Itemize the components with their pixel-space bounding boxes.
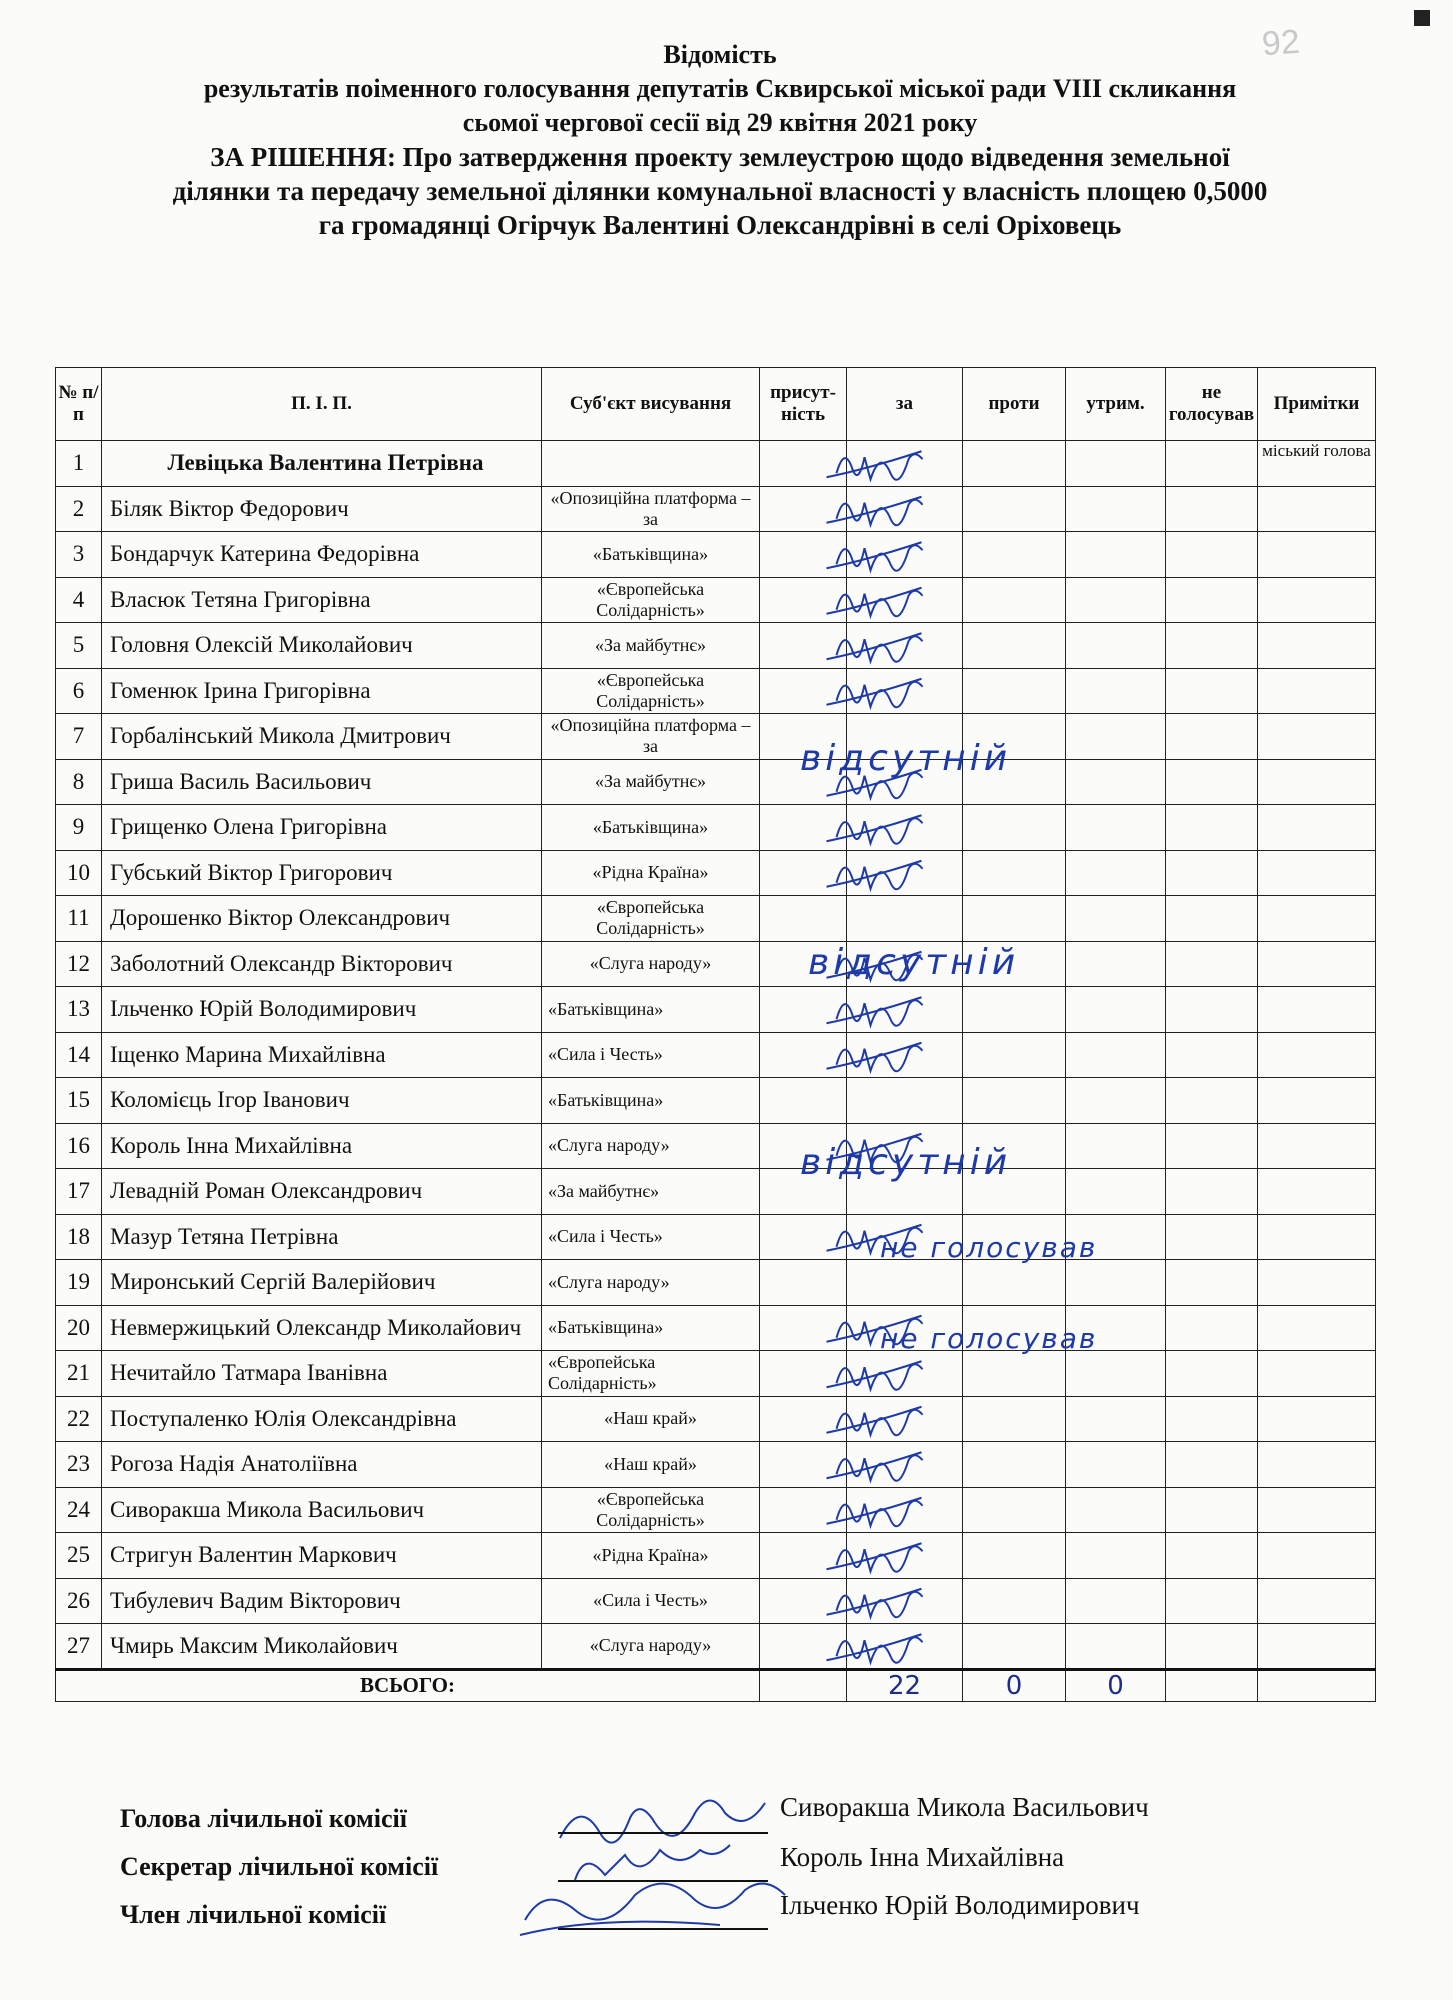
- row-abstain: [1066, 850, 1166, 896]
- row-against: [963, 1487, 1066, 1533]
- row-note: [1258, 1487, 1376, 1533]
- row-party: «Опозиційна платформа – за: [542, 714, 760, 760]
- row-note: [1258, 941, 1376, 987]
- row-abstain: [1066, 1396, 1166, 1442]
- table-row: [56, 441, 1376, 487]
- row-num: 21: [56, 1351, 102, 1397]
- row-party: «Слуга народу»: [542, 1260, 760, 1306]
- row-num: 10: [56, 850, 102, 896]
- row-presence: [760, 1533, 847, 1579]
- table-row: [56, 1214, 1376, 1260]
- row-abstain: [1066, 1624, 1166, 1670]
- row-presence: [760, 1487, 847, 1533]
- total-against: 0: [963, 1669, 1066, 1701]
- row-num: 9: [56, 805, 102, 851]
- decision-line-2: ділянки та передачу земельної ділянки комунальної власності у власність площею 0,5000: [172, 176, 1268, 206]
- member-role: Член лічильної комісії: [120, 1900, 387, 1929]
- table-row: [56, 623, 1376, 669]
- row-num: 16: [56, 1123, 102, 1169]
- row-against: [963, 1442, 1066, 1488]
- row-for: [847, 850, 963, 896]
- row-name: Миронський Сергій Валерійович: [102, 1260, 542, 1306]
- row-party: «Рідна Країна»: [542, 1533, 760, 1579]
- row-num: 7: [56, 714, 102, 760]
- header-num: № п/п: [56, 368, 102, 441]
- row-party: «Європейська Солідарність»: [542, 668, 760, 714]
- row-not-voted: [1166, 532, 1258, 578]
- row-note: [1258, 805, 1376, 851]
- row-num: 20: [56, 1305, 102, 1351]
- row-against: [963, 1351, 1066, 1397]
- table-header-row: [56, 368, 1376, 441]
- row-party: «Європейська Солідарність»: [542, 896, 760, 942]
- row-abstain: [1066, 1123, 1166, 1169]
- row-note: [1258, 532, 1376, 578]
- row-presence: [760, 1578, 847, 1624]
- table-row: [56, 1351, 1376, 1397]
- row-for: [847, 896, 963, 942]
- row-against: [963, 1396, 1066, 1442]
- row-not-voted: [1166, 1169, 1258, 1215]
- row-note: [1258, 987, 1376, 1033]
- row-party: «Наш край»: [542, 1442, 760, 1488]
- row-not-voted: [1166, 759, 1258, 805]
- row-for: [847, 1078, 963, 1124]
- row-note: [1258, 1396, 1376, 1442]
- session-date: сьомої чергової сесії від 29 квітня 2021 року: [462, 108, 978, 137]
- row-party: «Сила і Честь»: [542, 1578, 760, 1624]
- row-abstain: [1066, 1169, 1166, 1215]
- row-abstain: [1066, 668, 1166, 714]
- row-note: [1258, 623, 1376, 669]
- row-num: 14: [56, 1032, 102, 1078]
- row-num: 2: [56, 486, 102, 532]
- row-abstain: [1066, 1578, 1166, 1624]
- table-row: [56, 714, 1376, 760]
- secretary-signature-line: [558, 1880, 768, 1882]
- row-presence: [760, 668, 847, 714]
- row-name: Поступаленко Юлія Олександрівна: [102, 1396, 542, 1442]
- row-presence: [760, 1305, 847, 1351]
- table-row: [56, 941, 1376, 987]
- row-for: [847, 623, 963, 669]
- row-presence: [760, 1624, 847, 1670]
- total-not-voted: [1166, 1669, 1258, 1701]
- row-against: [963, 1533, 1066, 1579]
- table-row: [56, 1032, 1376, 1078]
- row-not-voted: [1166, 1624, 1258, 1670]
- row-not-voted: [1166, 1123, 1258, 1169]
- row-not-voted: [1166, 805, 1258, 851]
- row-name: Левіцька Валентина Петрівна: [102, 441, 542, 487]
- header-for: за: [847, 368, 963, 441]
- row-party: «Батьківщина»: [542, 532, 760, 578]
- row-num: 23: [56, 1442, 102, 1488]
- row-abstain: [1066, 714, 1166, 760]
- row-not-voted: [1166, 577, 1258, 623]
- table-row: [56, 896, 1376, 942]
- row-note: [1258, 668, 1376, 714]
- row-party: «Батьківщина»: [542, 987, 760, 1033]
- row-abstain: [1066, 1442, 1166, 1488]
- row-note: [1258, 896, 1376, 942]
- row-abstain: [1066, 623, 1166, 669]
- row-presence: [760, 1442, 847, 1488]
- row-name: Дорошенко Віктор Олександрович: [102, 896, 542, 942]
- secretary-role: Секретар лічильної комісії: [120, 1852, 439, 1881]
- row-num: 1: [56, 441, 102, 487]
- total-row: [56, 1669, 1376, 1701]
- total-abstain: 0: [1066, 1669, 1166, 1701]
- row-not-voted: [1166, 1305, 1258, 1351]
- row-note: [1258, 714, 1376, 760]
- secretary-signature: [575, 1845, 730, 1880]
- row-party: «Батьківщина»: [542, 1305, 760, 1351]
- row-for: [847, 1396, 963, 1442]
- table-row: [56, 1487, 1376, 1533]
- row-note: [1258, 1123, 1376, 1169]
- row-party: «Наш край»: [542, 1396, 760, 1442]
- row-not-voted: [1166, 668, 1258, 714]
- absent-note-15: відсутній: [800, 1142, 1012, 1183]
- row-not-voted: [1166, 623, 1258, 669]
- row-for: [847, 1032, 963, 1078]
- row-presence: [760, 1032, 847, 1078]
- chair-name: Сиворакша Микола Васильович: [780, 1792, 1149, 1822]
- row-name: Ільченко Юрій Володимирович: [102, 987, 542, 1033]
- row-num: 13: [56, 987, 102, 1033]
- row-presence: [760, 1214, 847, 1260]
- row-for: [847, 805, 963, 851]
- row-party: «Сила і Честь»: [542, 1214, 760, 1260]
- row-party: «Слуга народу»: [542, 941, 760, 987]
- row-name: Чмирь Максим Миколайович: [102, 1624, 542, 1670]
- row-presence: [760, 987, 847, 1033]
- row-presence: [760, 896, 847, 942]
- row-note: [1258, 759, 1376, 805]
- row-not-voted: [1166, 714, 1258, 760]
- row-abstain: [1066, 1487, 1166, 1533]
- row-not-voted: [1166, 1260, 1258, 1306]
- row-against: [963, 623, 1066, 669]
- row-note: [1258, 1442, 1376, 1488]
- row-party: «Європейська Солідарність»: [542, 1351, 760, 1397]
- table-row: [56, 668, 1376, 714]
- table-row: [56, 1578, 1376, 1624]
- row-note: [1258, 1032, 1376, 1078]
- row-against: [963, 441, 1066, 487]
- row-party: «За майбутнє»: [542, 1169, 760, 1215]
- total-for: 22: [847, 1669, 963, 1701]
- row-not-voted: [1166, 1442, 1258, 1488]
- table-row: [56, 1078, 1376, 1124]
- row-name: Біляк Віктор Федорович: [102, 486, 542, 532]
- row-against: [963, 850, 1066, 896]
- row-not-voted: [1166, 1214, 1258, 1260]
- row-abstain: [1066, 805, 1166, 851]
- row-party: «Рідна Країна»: [542, 850, 760, 896]
- row-num: 8: [56, 759, 102, 805]
- absent-note-7: відсутній: [800, 738, 1012, 779]
- row-party: «Батьківщина»: [542, 1078, 760, 1124]
- not-voted-note-19: не голосував: [880, 1322, 1098, 1355]
- row-against: [963, 532, 1066, 578]
- row-name: Коломієць Ігор Іванович: [102, 1078, 542, 1124]
- row-party: «Європейська Солідарність»: [542, 577, 760, 623]
- row-name: Заболотний Олександр Вікторович: [102, 941, 542, 987]
- member-name: Ільченко Юрій Володимирович: [780, 1890, 1140, 1920]
- table-row: [56, 987, 1376, 1033]
- member-signature-line: [558, 1928, 768, 1930]
- secretary-name: Король Інна Михайлівна: [780, 1842, 1065, 1872]
- row-for: [847, 1533, 963, 1579]
- row-note: [1258, 1305, 1376, 1351]
- row-for: [847, 1624, 963, 1670]
- row-for: [847, 1487, 963, 1533]
- row-against: [963, 805, 1066, 851]
- row-for: [847, 668, 963, 714]
- table-row: [56, 850, 1376, 896]
- votes-table: [55, 367, 1376, 1702]
- header-abstain: утрим.: [1066, 368, 1166, 441]
- row-name: Стригун Валентин Маркович: [102, 1533, 542, 1579]
- row-against: [963, 486, 1066, 532]
- row-note: [1258, 1169, 1376, 1215]
- row-num: 4: [56, 577, 102, 623]
- row-not-voted: [1166, 486, 1258, 532]
- row-num: 18: [56, 1214, 102, 1260]
- row-note: [1258, 1078, 1376, 1124]
- row-note: [1258, 1260, 1376, 1306]
- header-against: проти: [963, 368, 1066, 441]
- row-against: [963, 668, 1066, 714]
- row-for: [847, 1260, 963, 1306]
- row-presence: [760, 1078, 847, 1124]
- row-note: [1258, 486, 1376, 532]
- row-abstain: [1066, 1260, 1166, 1306]
- table-row: [56, 1305, 1376, 1351]
- row-name: Сиворакша Микола Васильович: [102, 1487, 542, 1533]
- row-party: «За майбутнє»: [542, 623, 760, 669]
- row-name: Гриша Василь Васильович: [102, 759, 542, 805]
- header-note: Примітки: [1258, 368, 1376, 441]
- row-name: Невмержицький Олександр Миколайович: [102, 1305, 542, 1351]
- row-abstain: [1066, 441, 1166, 487]
- row-name: Горбалінський Микола Дмитрович: [102, 714, 542, 760]
- row-against: [963, 1624, 1066, 1670]
- not-voted-note-17: не голосував: [880, 1231, 1098, 1264]
- table-row: [56, 1169, 1376, 1215]
- row-not-voted: [1166, 987, 1258, 1033]
- row-not-voted: [1166, 1578, 1258, 1624]
- row-against: [963, 1032, 1066, 1078]
- document-title: Відомість: [663, 40, 777, 69]
- table-row: [56, 1624, 1376, 1670]
- row-num: 11: [56, 896, 102, 942]
- row-presence: [760, 850, 847, 896]
- header-presence: присут-ність: [760, 368, 847, 441]
- row-note: [1258, 850, 1376, 896]
- row-not-voted: [1166, 896, 1258, 942]
- row-note: [1258, 1533, 1376, 1579]
- row-abstain: [1066, 577, 1166, 623]
- row-num: 3: [56, 532, 102, 578]
- table-row: [56, 1442, 1376, 1488]
- row-not-voted: [1166, 1078, 1258, 1124]
- commission-signatures: [520, 1801, 785, 1936]
- row-note: [1258, 1214, 1376, 1260]
- row-name: Бондарчук Катерина Федорівна: [102, 532, 542, 578]
- total-note: [1258, 1669, 1376, 1701]
- row-for: [847, 1442, 963, 1488]
- row-name: Іщенко Марина Михайлівна: [102, 1032, 542, 1078]
- row-name: Нечитайло Татмара Іванівна: [102, 1351, 542, 1397]
- header-party: Суб'єкт висування: [542, 368, 760, 441]
- table-row: [56, 486, 1376, 532]
- row-num: 6: [56, 668, 102, 714]
- table-row: [56, 1260, 1376, 1306]
- chair-signature-line: [558, 1832, 768, 1834]
- row-not-voted: [1166, 941, 1258, 987]
- row-name: Тибулевич Вадим Вікторович: [102, 1578, 542, 1624]
- row-for: [847, 577, 963, 623]
- row-party: «Батьківщина»: [542, 805, 760, 851]
- row-party: «Сила і Честь»: [542, 1032, 760, 1078]
- row-name: Левадній Роман Олександрович: [102, 1169, 542, 1215]
- row-abstain: [1066, 987, 1166, 1033]
- table-row: [56, 805, 1376, 851]
- row-not-voted: [1166, 1396, 1258, 1442]
- row-for: [847, 1351, 963, 1397]
- row-name: Губський Віктор Григорович: [102, 850, 542, 896]
- row-num: 12: [56, 941, 102, 987]
- document-header: [40, 38, 1400, 242]
- row-num: 27: [56, 1624, 102, 1670]
- row-against: [963, 1260, 1066, 1306]
- row-num: 22: [56, 1396, 102, 1442]
- row-name: Гоменюк Ірина Григорівна: [102, 668, 542, 714]
- row-not-voted: [1166, 850, 1258, 896]
- row-party: «Слуга народу»: [542, 1624, 760, 1670]
- table-row: [56, 1396, 1376, 1442]
- chair-signature: [560, 1801, 765, 1843]
- row-for: [847, 486, 963, 532]
- row-abstain: [1066, 941, 1166, 987]
- page-number: 92: [1260, 22, 1302, 64]
- row-note: міський голова: [1258, 441, 1376, 487]
- row-against: [963, 577, 1066, 623]
- row-against: [963, 987, 1066, 1033]
- row-num: 24: [56, 1487, 102, 1533]
- decision-line-1: ЗА РІШЕННЯ: Про затвердження проекту землеустрою щодо відведення земельної: [210, 142, 1230, 172]
- row-abstain: [1066, 896, 1166, 942]
- row-note: [1258, 1351, 1376, 1397]
- corner-mark: [1414, 10, 1430, 26]
- row-name: Власюк Тетяна Григорівна: [102, 577, 542, 623]
- document-subtitle: результатів поіменного голосування депутатів Сквирської міської ради VIII скликання: [203, 74, 1237, 103]
- table-row: [56, 1533, 1376, 1579]
- row-presence: [760, 441, 847, 487]
- row-num: 17: [56, 1169, 102, 1215]
- table-row: [56, 577, 1376, 623]
- row-name: Грищенко Олена Григорівна: [102, 805, 542, 851]
- row-abstain: [1066, 1533, 1166, 1579]
- table-row: [56, 759, 1376, 805]
- row-for: [847, 1578, 963, 1624]
- row-for: [847, 987, 963, 1033]
- row-party: «Слуга народу»: [542, 1123, 760, 1169]
- row-party: «Опозиційна платформа – за: [542, 486, 760, 532]
- row-presence: [760, 1351, 847, 1397]
- row-presence: [760, 1396, 847, 1442]
- row-abstain: [1066, 1351, 1166, 1397]
- row-presence: [760, 1260, 847, 1306]
- row-not-voted: [1166, 1032, 1258, 1078]
- row-name: Головня Олексій Миколайович: [102, 623, 542, 669]
- total-presence: [760, 1669, 847, 1701]
- row-abstain: [1066, 1032, 1166, 1078]
- row-presence: [760, 623, 847, 669]
- row-num: 19: [56, 1260, 102, 1306]
- row-presence: [760, 532, 847, 578]
- row-not-voted: [1166, 441, 1258, 487]
- row-against: [963, 1578, 1066, 1624]
- header-name: П. І. П.: [102, 368, 542, 441]
- row-name: Мазур Тетяна Петрівна: [102, 1214, 542, 1260]
- row-note: [1258, 577, 1376, 623]
- row-num: 15: [56, 1078, 102, 1124]
- table-row: [56, 532, 1376, 578]
- row-party: [542, 441, 760, 487]
- row-num: 5: [56, 623, 102, 669]
- row-for: [847, 532, 963, 578]
- row-note: [1258, 1578, 1376, 1624]
- row-against: [963, 896, 1066, 942]
- row-abstain: [1066, 532, 1166, 578]
- header-not-voted: не голосував: [1166, 368, 1258, 441]
- total-label: ВСЬОГО:: [56, 1669, 760, 1701]
- row-num: 26: [56, 1578, 102, 1624]
- row-name: Король Інна Михайлівна: [102, 1123, 542, 1169]
- row-party: «Європейська Солідарність»: [542, 1487, 760, 1533]
- row-abstain: [1066, 1078, 1166, 1124]
- row-not-voted: [1166, 1533, 1258, 1579]
- absent-note-11: відсутній: [808, 942, 1020, 983]
- row-presence: [760, 805, 847, 851]
- row-note: [1258, 1624, 1376, 1670]
- row-not-voted: [1166, 1487, 1258, 1533]
- row-num: 25: [56, 1533, 102, 1579]
- table-row: [56, 1123, 1376, 1169]
- row-name: Рогоза Надія Анатоліївна: [102, 1442, 542, 1488]
- row-presence: [760, 486, 847, 532]
- chair-role: Голова лічильної комісії: [120, 1804, 407, 1833]
- row-for: [847, 441, 963, 487]
- row-against: [963, 1078, 1066, 1124]
- row-presence: [760, 577, 847, 623]
- row-party: «За майбутнє»: [542, 759, 760, 805]
- row-abstain: [1066, 486, 1166, 532]
- row-not-voted: [1166, 1351, 1258, 1397]
- decision-line-3: га громадянці Огірчук Валентині Олександрівні в селі Оріховець: [318, 210, 1122, 240]
- row-abstain: [1066, 759, 1166, 805]
